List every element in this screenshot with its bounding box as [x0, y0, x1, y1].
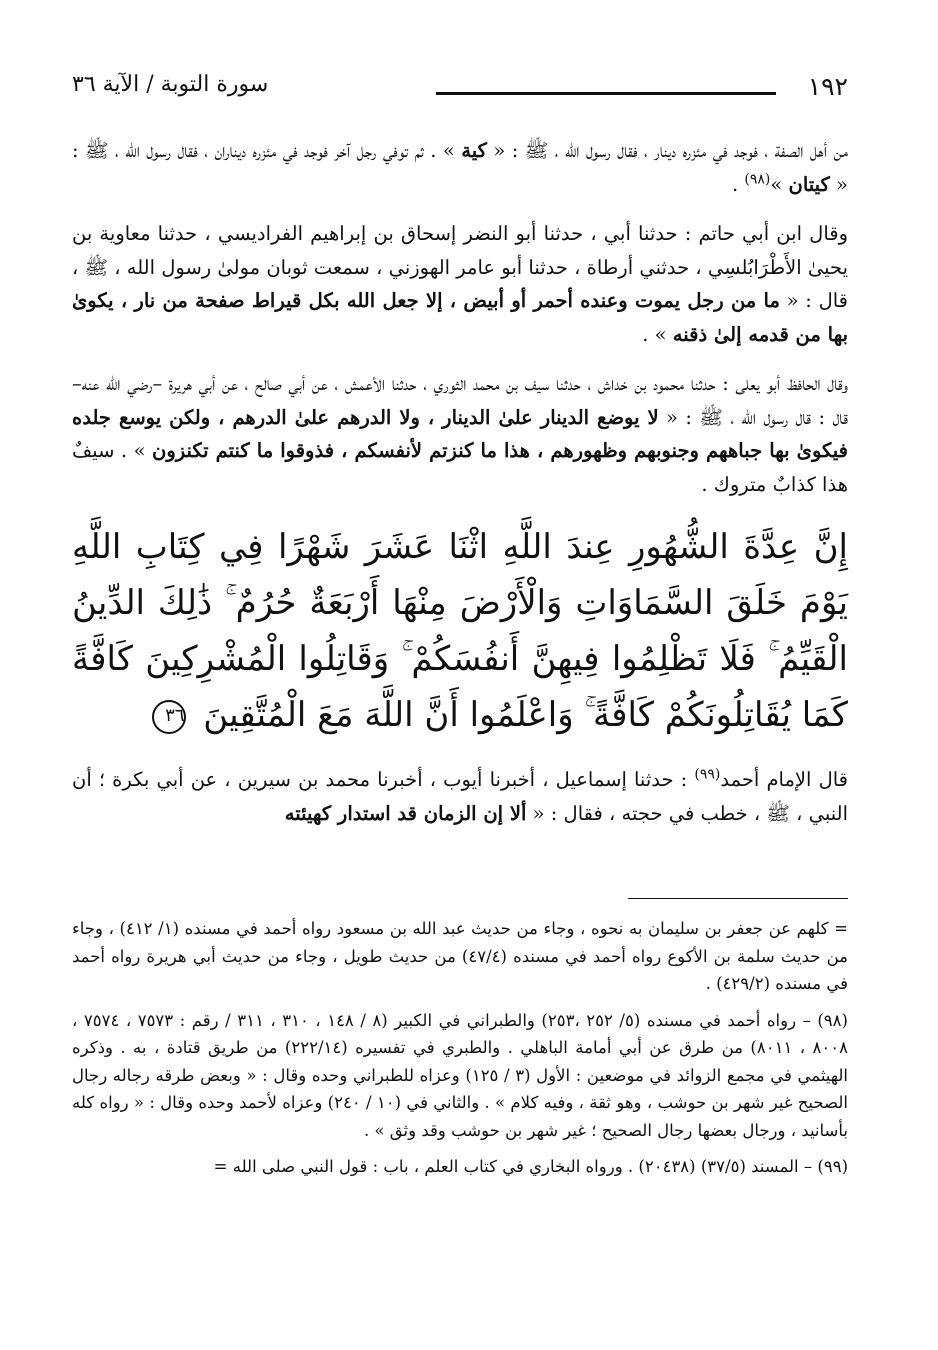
paragraph-4-mid: : حدثنا إسماعيل ، أخبرنا أيوب ، أخبرنا محمد بن سيرين ، عن أبي بكرة ؛ أن النبي ، ﷺ ، خطب في حجته ، فقال : «	[72, 768, 848, 825]
footnote-99: (٩٩) – المسند (٣٧/٥) (٢٠٤٣٨) . ورواه البخاري في كتاب العلم ، باب : قول النبي صلى الله =	[213, 1157, 848, 1176]
hadith-quote-kayyatan: كيتان	[788, 172, 830, 196]
hadith-quote-abu-bakra: ألا إن الزمان قد استدار كهيئته	[284, 801, 527, 825]
page-number: ١٩٢	[807, 72, 848, 101]
footnote-ref-99[interactable]: (٩٩)	[694, 766, 721, 783]
paragraph-3-tail: » . سيفٌ هذا كذابٌ متروك .	[72, 439, 848, 496]
paragraph-2-lead: وقال ابن أبي حاتم : حدثنا أبي ، حدثنا أبو النضر إسحاق بن إبراهيم الفراديسي ، حدثنا معاوية بن يحيىٰ الأَطْرَابُلسِي ، حدثني أرطاة ، حدثنا أبو عامر الهوزني ، سمعت ثوبان مولىٰ رسول الله ، ﷺ ، قال : «	[72, 222, 849, 312]
footnote-98: (٩٨) – رواه أحمد في مسنده (٥/ ٢٥٢ ،٢٥٣) والطبراني في الكبير (٨ / ١٤٨ ، ٣١٠ ، ٣١١ / رقم : ٧٥٧٣ ، ٧٥٧٤ ، ٨٠٠٨ ، ٨٠١١) من طرق عن أبي أمامة الباهلي . والطبري في تفسيره (٢٢٢/١٤) من طريق قتادة ، به . وذكره الهيثمي في مجمع الزوائد في موضعين : الأول (٣ / ١٢٥) وعزاه للطبراني وحده وقال : « وبعض طرقه رجاله رجال الصحيح غير شهر بن حوشب ، وهو ثقة ، وفيه كلام » . والثاني في (١٠ / ٢٤٠) وعزاه لأحمد وحده وقال : « رواه كله بأسانيد ، ورجال بعضها رجال الصحيح ؛ غير شهر بن حوشب وقد وثق » .	[72, 1010, 848, 1140]
footnotes	[72, 898, 848, 1190]
footnote-ref-98[interactable]: (٩٨)	[744, 171, 771, 187]
verse-number-marker: ٣٦	[152, 700, 186, 734]
main-text	[72, 134, 848, 846]
paragraph-2	[72, 217, 848, 351]
paragraph-1	[72, 134, 848, 201]
paragraph-1-end: .	[732, 172, 745, 196]
paragraph-3-lead: وقال الحافظ أبو يعلى : حدثنا محمود بن خداش ، حدثنا سيف بن محمد الثوري ، حدثنا الأعمش ، عن أبي صالح ، عن أبي هريرة –رضي الله عنه– قال : قال رسول الله ، ﷺ : «	[72, 372, 848, 429]
paragraph-4	[72, 763, 848, 830]
running-title: سورة التوبة / الآية ٣٦	[72, 72, 269, 97]
hadith-quote-abu-hurayra: لا يوضع الدينار علىٰ الدينار ، ولا الدرهم علىٰ الدرهم ، ولكن يوسع جلده فيكوىٰ بها جباههم وجنوبهم وظهورهم ، هذا ما كنزتم لأنفسكم ، فذوقوا ما كنتم تكنزون	[72, 405, 848, 462]
paragraph-1-tail: »	[770, 172, 789, 196]
paragraph-3	[72, 367, 848, 501]
paragraph-1-lead: من أهل الصفة ، فوجد في مئزره دينار ، فقال رسول الله ، ﷺ : «	[486, 139, 848, 162]
quran-verse	[72, 519, 848, 743]
paragraph-1-mid: » . ثم توفي رجل آخر فوجد في مئزره ديناران ، فقال رسول الله ، ﷺ : «	[72, 139, 848, 196]
hadith-quote-thawban: ما من رجل يموت وعنده أحمر أو أبيض ، إلا جعل الله بكل قيراط صفحة من نار ، يكوىٰ بها من قدمه إلىٰ ذقنه	[72, 289, 848, 346]
paragraph-2-tail: » .	[642, 322, 673, 346]
hadith-quote-kayya: كية	[461, 139, 487, 162]
footnote-rule	[628, 898, 848, 899]
verse-text: إِنَّ عِدَّةَ الشُّهُورِ عِندَ اللَّهِ اثْنَا عَشَرَ شَهْرًا فِي كِتَابِ اللَّهِ يَوْمَ خَلَقَ السَّمَاوَاتِ وَالْأَرْضَ مِنْهَا أَرْبَعَةٌ حُرُمٌ ۚ ذَٰلِكَ الدِّينُ الْقَيِّمُ ۚ فَلَا تَظْلِمُوا فِيهِنَّ أَنفُسَكُمْ ۚ وَقَاتِلُوا الْمُشْرِكِينَ كَافَّةً كَمَا يُقَاتِلُونَكُمْ كَافَّةً ۚ وَاعْلَمُوا أَنَّ اللَّهَ مَعَ الْمُتَّقِينَ	[72, 527, 848, 735]
page-header	[72, 72, 848, 108]
header-rule	[436, 92, 776, 95]
paragraph-4-lead: قال الإمام أحمد	[720, 768, 849, 791]
footnote-continued: = كلهم عن جعفر بن سليمان به نحوه ، وجاء من حديث عبد الله بن مسعود رواه أحمد في مسنده (١/ ٤١٢) ، وجاء من حديث سلمة بن الأكوع رواه أحمد في مسنده (٤٧/٤) من حديث طويل ، وجاء من حديث أبي هريرة رواه أحمد في مسنده (٤٢٩/٢) .	[72, 919, 848, 993]
